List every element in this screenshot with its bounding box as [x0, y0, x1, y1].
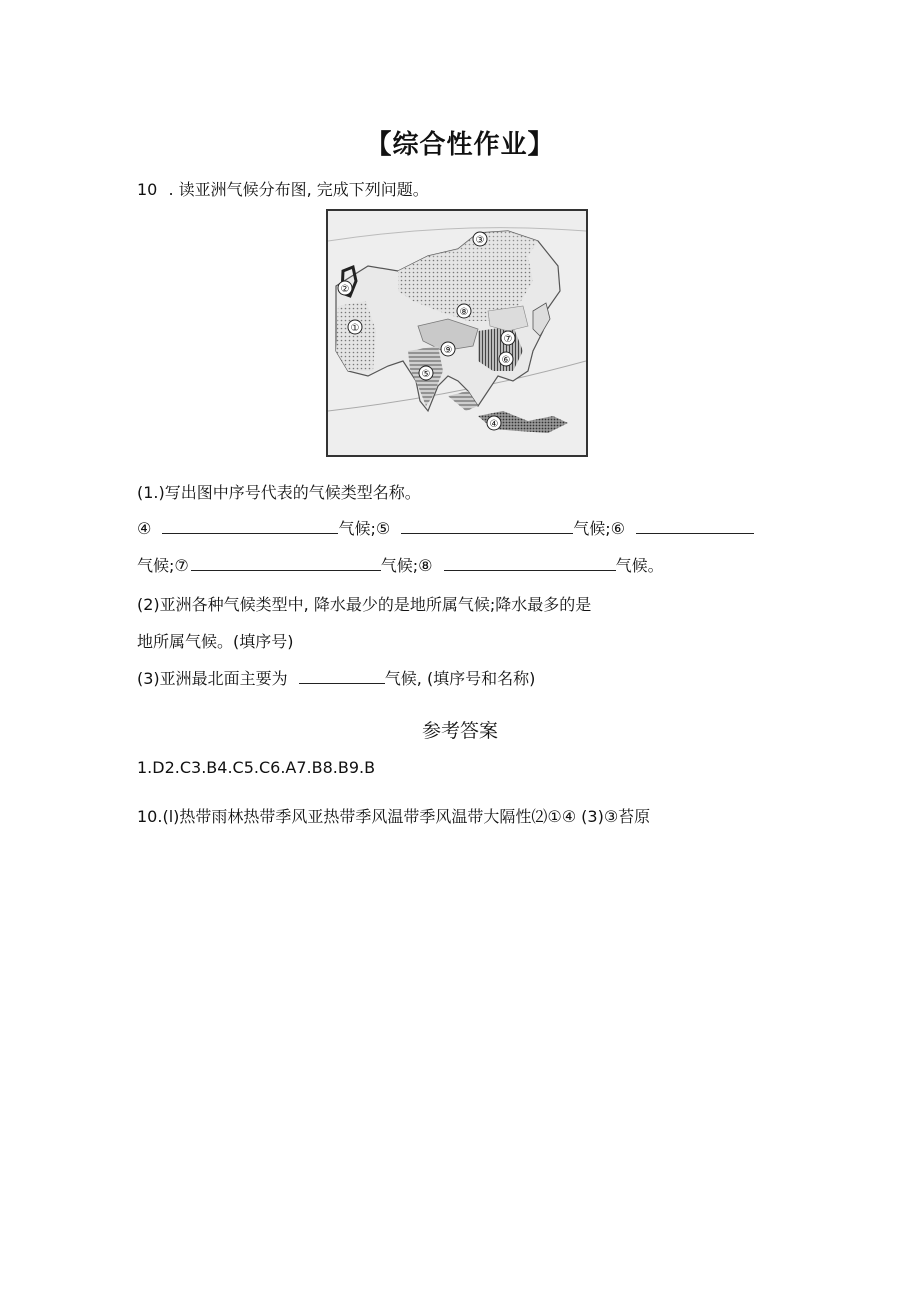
answers-line-2: 10.(l)热带雨林热带季风亚热带季风温带季风温带大隔性⑵①④ (3)③苔原 [137, 807, 651, 826]
answers-line-1: 1.D2.C3.B4.C5.C6.A7.B8.B9.B [137, 758, 376, 777]
sub-question-1: (1.)写出图中序号代表的气候类型名称。 [137, 483, 421, 502]
map-marker-7-label: ⑦ [503, 334, 513, 345]
map-marker-8-label: ⑧ [459, 307, 469, 318]
sub-question-3b: 气候, (填序号和名称) [384, 669, 536, 688]
map-marker-4-label: ④ [489, 419, 499, 430]
question-text: . 读亚洲气候分布图, 完成下列问题。 [168, 180, 429, 199]
answer-blank-7[interactable] [191, 554, 381, 571]
answer-blank-5[interactable] [401, 517, 573, 534]
answer-blank-8[interactable] [444, 554, 616, 571]
answer-blank-4[interactable] [162, 517, 338, 534]
map-marker-3-label: ③ [475, 235, 485, 246]
fill-line-2-c: 气候。 [615, 556, 664, 575]
map-marker-9-label: ⑨ [443, 345, 453, 356]
fill-line-1-a: ④ [137, 519, 152, 538]
fill-line-1 [137, 516, 754, 539]
sub-question-3a: (3)亚洲最北面主要为 [137, 669, 288, 688]
fill-line-2-a: 气候;⑦ [137, 556, 189, 575]
fill-line-1-c: 气候;⑥ [573, 519, 626, 538]
fill-line-2 [137, 553, 664, 576]
answer-blank-north[interactable] [299, 667, 385, 684]
page-title: 【综合性作业】 [365, 130, 555, 160]
asia-climate-map [326, 209, 588, 457]
sub-question-2a: (2)亚洲各种气候类型中, 降水最少的是地所属气候;降水最多的是 [137, 595, 592, 614]
sub-question-3 [137, 666, 535, 689]
answers-heading: 参考答案 [421, 720, 498, 742]
answer-blank-6[interactable] [636, 517, 754, 534]
map-marker-1-label: ① [350, 323, 360, 334]
map-marker-5-label: ⑤ [421, 369, 431, 380]
map-marker-6-label: ⑥ [501, 355, 511, 366]
fill-line-1-b: 气候;⑤ [338, 519, 391, 538]
question-number: 10 [137, 180, 158, 199]
map-marker-2-label: ② [340, 284, 350, 295]
fill-line-2-b: 气候;⑧ [380, 556, 433, 575]
sub-question-2b: 地所属气候。(填序号) [137, 632, 294, 651]
question-10-stem [137, 177, 429, 200]
